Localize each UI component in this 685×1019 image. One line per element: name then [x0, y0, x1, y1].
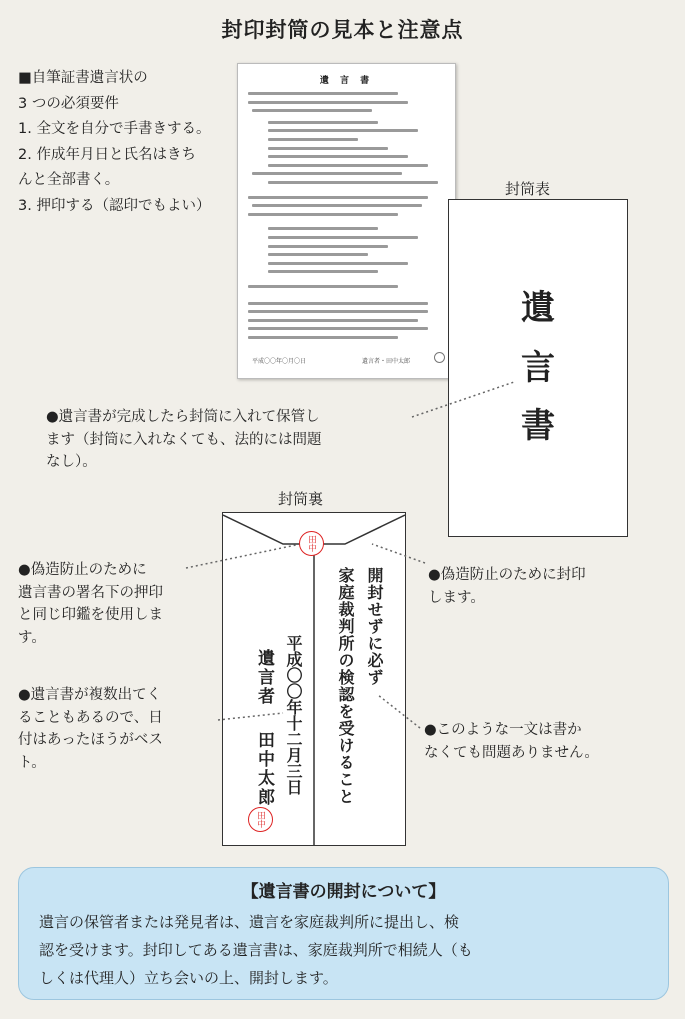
requirement-item: 3. 押印する（認印でもよい）: [18, 197, 211, 214]
envelope-front-char: 言: [521, 348, 555, 388]
requirements-subheading: 3 つの必須要件: [18, 95, 119, 112]
envelope-warning-line1: 開封せずに必ず: [365, 567, 384, 686]
envelope-warning-line2: 家庭裁判所の検認を受けること: [336, 567, 355, 805]
sample-document-signature: 遺言者・田中太郎: [362, 358, 411, 365]
requirement-item: んと全部書く。: [18, 172, 120, 188]
envelope-front-char: 遺: [521, 288, 555, 328]
note-optional-text: ●このような一文は書か なくても問題ありません。: [424, 722, 599, 761]
note-seal-same: ●偽造防止のために 遺言書の署名下の押印 と同じ印鑑を使用しま す。: [18, 562, 163, 646]
envelope-author-name: 田中太郎: [254, 731, 274, 807]
info-box-body: 遺言の保管者または発見者は、遺言を家庭裁判所に提出し、検 認を受けます。封印してある遺言書は、家庭裁判所で相続人（も しくは代理人）立ち会いの上、開封します。: [39, 913, 473, 987]
envelope-back-label: 封筒裏: [278, 490, 324, 508]
sample-document-date: 平成〇〇年〇月〇日: [252, 358, 307, 365]
envelope-author-label: 遺言者: [254, 649, 274, 706]
info-box: [18, 867, 669, 1000]
requirements-heading: ■自筆証書遺言状の: [18, 70, 148, 86]
info-box-title: 【遺言書の開封について】: [241, 882, 446, 902]
note-seal-flap: ●偽造防止のために封印 します。: [428, 567, 586, 606]
envelope-front-char: 書: [521, 406, 555, 446]
envelope-front-label: 封筒表: [505, 180, 551, 198]
flap-seal-icon: 田中: [299, 531, 324, 556]
note-storage: ●遺言書が完成したら封筒に入れて保管し ます（封筒に入れなくても、法的には問題 なし）。: [46, 409, 322, 470]
page-title: 封印封筒の見本と注意点: [221, 18, 464, 42]
envelope-back-date: 平成〇〇年十二月三日: [284, 635, 303, 795]
sample-document-title: 遺 言 書: [319, 76, 374, 86]
requirement-item: 2. 作成年月日と氏名はきち: [18, 146, 196, 163]
note-date-best: ●遺言書が複数出てく ることもあるので、日 付はあったほうがベス ト。: [18, 687, 163, 771]
author-seal-icon: 田中: [248, 807, 273, 832]
requirement-item: 1. 全文を自分で手書きする。: [18, 121, 211, 137]
